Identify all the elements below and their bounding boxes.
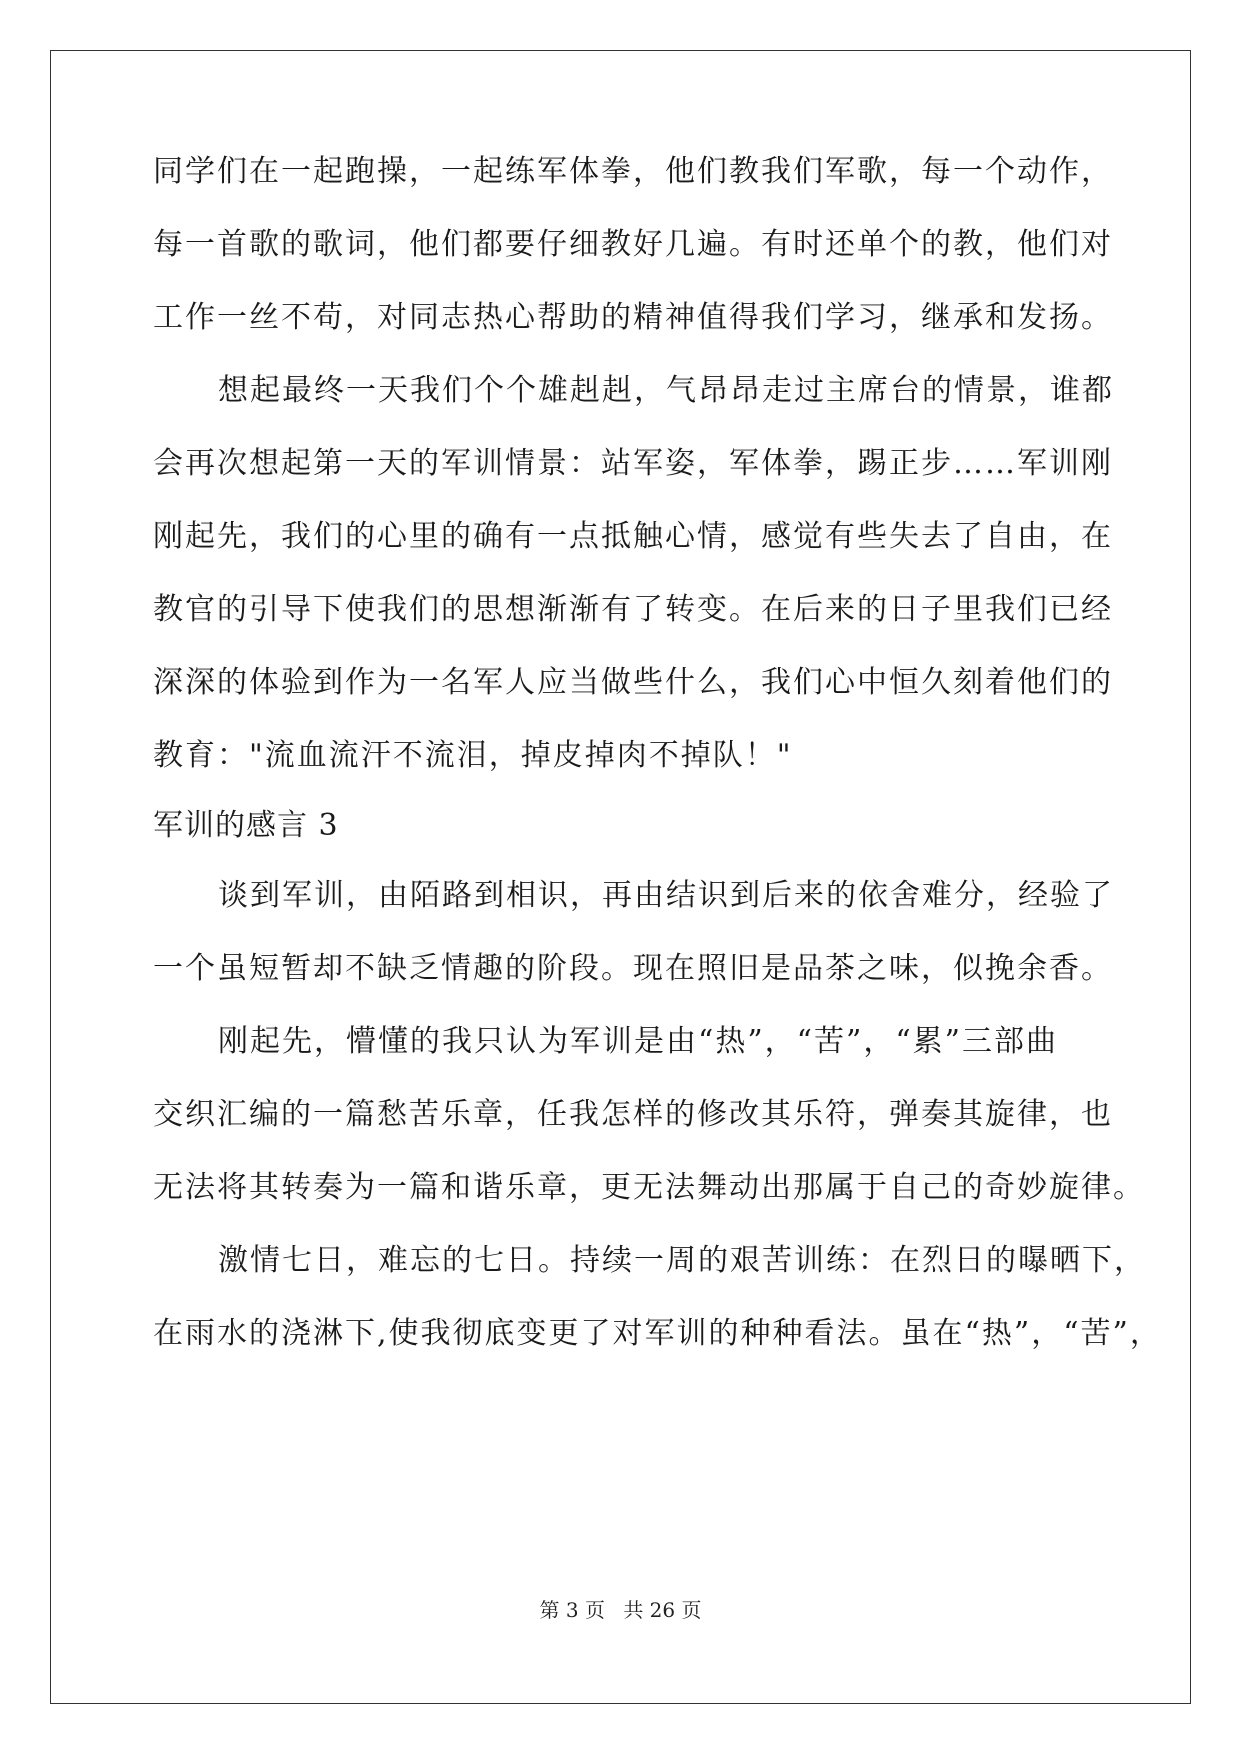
- section-paragraph-3-line-1: 激情七日，难忘的七日。持续一周的艰苦训练：在烈日的曝晒下，: [218, 1243, 1146, 1278]
- paragraph-2-line-1: 想起最终一天我们个个雄赳赳，气昂昂走过主席台的情景，谁都: [218, 373, 1114, 408]
- paragraph-2-line-4: 教官的引导下使我们的思想渐渐有了转变。在后来的日子里我们已经: [153, 592, 1113, 627]
- section-heading: 军训的感言 3: [153, 808, 339, 843]
- paragraph-1-line-2: 每一首歌的歌词，他们都要仔细教好几遍。有时还单个的教，他们对: [153, 227, 1113, 262]
- section-paragraph-3-line-2: 在雨水的浇淋下,使我彻底变更了对军训的种种看法。虽在“热”，“苦”，: [153, 1316, 1162, 1351]
- paragraph-1-line-3: 工作一丝不苟，对同志热心帮助的精神值得我们学习，继承和发扬。: [153, 300, 1113, 335]
- paragraph-2-line-3: 刚起先，我们的心里的确有一点抵触心情，感觉有些失去了自由，在: [153, 519, 1113, 554]
- section-paragraph-2-line-1: 刚起先，懵懂的我只认为军训是由“热”，“苦”，“累”三部曲: [218, 1024, 1059, 1059]
- page-total: 共 26 页: [623, 1598, 702, 1622]
- paragraph-2-line-2: 会再次想起第一天的军训情景：站军姿，军体拳，踢正步……军训刚: [153, 446, 1113, 481]
- section-paragraph-2-line-2: 交织汇编的一篇愁苦乐章，任我怎样的修改其乐符，弹奏其旋律，也: [153, 1097, 1113, 1132]
- paragraph-2-line-5: 深深的体验到作为一名军人应当做些什么，我们心中恒久刻着他们的: [153, 665, 1113, 700]
- section-paragraph-1-line-2: 一个虽短暂却不缺乏情趣的阶段。现在照旧是品茶之味，似挽余香。: [153, 951, 1113, 986]
- paragraph-1-line-1: 同学们在一起跑操，一起练军体拳，他们教我们军歌，每一个动作，: [153, 154, 1113, 189]
- page-footer: [0, 1598, 1241, 1622]
- paragraph-2-line-6: 教育："流血流汗不流泪，掉皮掉肉不掉队！": [153, 738, 793, 773]
- section-paragraph-2-line-3: 无法将其转奏为一篇和谐乐章，更无法舞动出那属于自己的奇妙旋律。: [153, 1170, 1145, 1205]
- page-number: 第 3 页: [539, 1598, 605, 1622]
- section-paragraph-1-line-1: 谈到军训，由陌路到相识，再由结识到后来的依舍难分，经验了: [218, 878, 1114, 913]
